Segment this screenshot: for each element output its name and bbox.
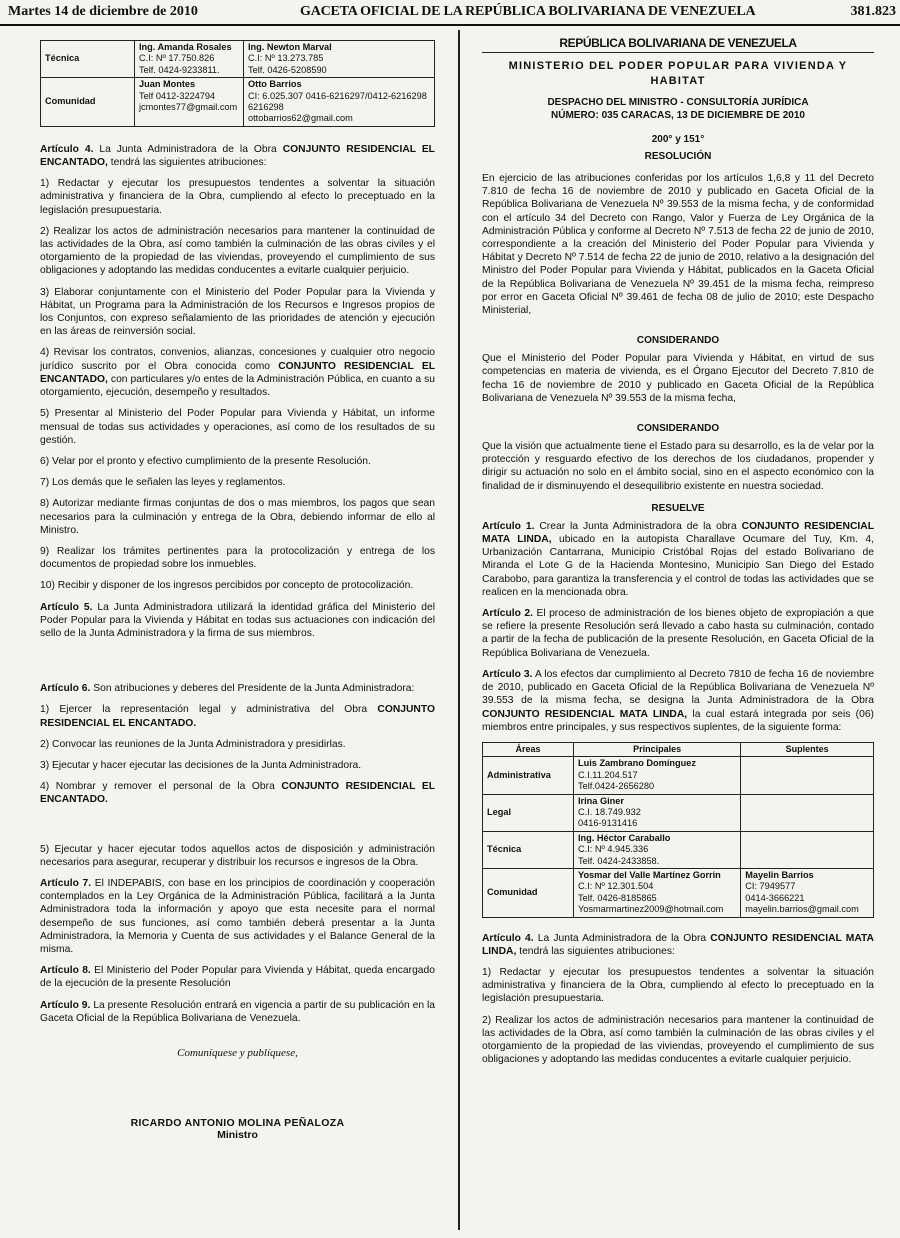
list-item: 10) Recibir y disponer de los ingresos percibidos por concepto de protocolización. — [40, 580, 414, 592]
member-detail: mayelin.barrios@gmail.com — [745, 904, 859, 915]
principal-cell — [135, 78, 244, 127]
table-row — [41, 78, 435, 127]
principal-cell — [135, 41, 244, 78]
member-name: Irina Giner — [578, 795, 624, 806]
article-2: Artículo 2. El proceso de administración de los bienes objeto de expropiación a que se refiere la presente Resolución será llevado a cabo hasta su culminación, contado a partir de la fecha de publicación de la presente Resolución, en Gaceta Oficial de la República Bolivariana de Venezuela. — [482, 608, 874, 659]
member-detail: C.I.11.204.517 — [578, 769, 638, 780]
resolution-intro: En ejercicio de las atribuciones conferidas por los artículos 1,6,8 y 11 del Decreto 7.810 de fecha 16 de noviembre de 2010 y publicado en Gaceta Oficial de la República Bolivariana de Venezuela Nº 39.553 de la misma fecha, y de conformidad con el artículo 34 del Decreto con Rango, Valor y Fuerza de Ley Orgánica de la Administración Pública y conforme al Decreto Nº 7.513 de fecha 22 de junio de 2010, correspondiente a la creación del Ministerio del Poder Popular para Vivienda y Hábitat y Decreto Nº 7.514 de fecha 22 de junio de 2010, relativo a la designación del Ministro del Poder Popular para Vivienda y Hábitat, publicados en la Gaceta Oficial de la República Bolivariana de Venezuela Nº 39.451 de la misma fecha, reimpreso por error en Gaceta Oficial Nº 39.461 de fecha 08 de julio de 2010; este Despacho Ministerial, — [482, 173, 874, 317]
article-9: Artículo 9. La presente Resolución entrará en vigencia a partir de su publicación en la Gaceta Oficial de la República Bolivariana de Venezuela. — [40, 999, 435, 1024]
closing-formula: Comuníquese y publíquese, — [177, 1047, 298, 1059]
article-4-mata-linda-items — [482, 966, 874, 1066]
list-item: 1) Redactar y ejecutar los presupuestos tendentes a solventar la situación administrativa y financiera de la Obra, cumpliendo al efecto lo preceptuado en la legislación presupuestaria. — [482, 967, 874, 1005]
member-detail: Telf. 0424-9233811. — [139, 64, 220, 75]
principal-cell — [574, 757, 741, 794]
member-detail: Telf.0424-2656280 — [578, 781, 655, 792]
member-detail: 0416-9131416 — [578, 818, 638, 829]
column-divider — [458, 30, 460, 1230]
member-name: Ing. Newton Marval — [248, 42, 332, 52]
right-column — [482, 30, 874, 1232]
article-5: Artículo 5. La Junta Administradora utilizará la identidad gráfica del Ministerio del Poder Popular para la Vivienda y Hábitat en todas sus actuaciones con indicación del sello de la Junta Administradora y la firma de sus miembros. — [40, 601, 435, 639]
article-7: Artículo 7. El INDEPABIS, con base en los principios de coordinación y cooperación contemplados en la Ley Orgánica de la Administración Pública, facilitará a la Junta Administradora toda la información y apoyo que esta necesite para el normal desempeño de sus funciones, así como también deberá presentar a la Junta Administradora, la Memoria y Cuenta de sus actividades y el Balance General de la misma. — [40, 877, 435, 955]
member-detail: C.I: Nº 4.945.336 — [578, 844, 649, 855]
article-6-item-5: 5) Ejecutar y hacer ejecutar todos aquellos actos de disposición y administración necesarios para asegurar, recuperar y distribuir los recursos e ingresos de la Obra. — [40, 843, 435, 868]
table-row — [483, 868, 874, 917]
area-cell: Legal — [483, 794, 574, 831]
list-item: 3) Elaborar conjuntamente con el Ministerio del Poder Popular para la Vivienda y Hábitat, un Programa para la Administración de los Recursos e Ingresos propios de los Conjuntos, con expreso señalamiento de las prioridades de atención y ejecución en las áreas de reinversión social. — [40, 286, 435, 338]
article-6-item-1: 1) Ejercer la representación legal y administrativa del Obra CONJUNTO RESIDENCIAL EL ENCANTADO. — [40, 704, 435, 729]
list-item: 5) Presentar al Ministerio del Poder Popular para Vivienda y Hábitat, un informe mensual de todas sus actividades y operaciones, así como de los resultados de su gestión. — [40, 408, 435, 446]
member-detail: Telf. 0426-5208590 — [248, 64, 327, 75]
member-detail: 0414-3666221 — [745, 892, 805, 903]
list-item: 1) Redactar y ejecutar los presupuestos tendentes a solventar la situación administrativa y financiera de la Obra, cumpliendo al efecto lo preceptuado en la legislación presupuestaria. — [40, 178, 435, 216]
principal-cell — [574, 868, 741, 917]
member-name: Yosmar del Valle Martínez Gorrin — [578, 869, 721, 880]
years: 200° y 151° — [651, 134, 705, 145]
list-item: 2) Convocar las reuniones de la Junta Administradora y presidirlas. — [40, 738, 346, 750]
member-name: Juan Montes — [139, 79, 196, 90]
member-detail: C.I: Nº 13.273.785 — [248, 53, 324, 64]
signer-title: Ministro — [217, 1129, 258, 1141]
member-detail: ottobarrios62@gmail.com — [248, 113, 353, 124]
header-date: Martes 14 de diciembre de 2010 — [8, 4, 198, 19]
article-6-items — [40, 738, 435, 772]
article-6-item-4: 4) Nombrar y remover el personal de la Obra CONJUNTO RESIDENCIAL EL ENCANTADO. — [40, 781, 435, 806]
list-item: 3) Ejecutar y hacer ejecutar las decisiones de la Junta Administradora. — [40, 759, 362, 771]
member-name: Otto Barrios — [248, 79, 302, 90]
header-page-number: 381.823 — [850, 4, 896, 19]
list-item: 8) Autorizar mediante firmas conjuntas de dos o mas miembros, los pagos que sean necesarios para la culminación y entrega de la Obra, debiendo informar de ello al Ministro. — [40, 498, 435, 536]
principal-cell — [574, 831, 741, 868]
table-row — [41, 41, 435, 78]
member-name: Ing. Amanda Rosales — [139, 42, 232, 52]
member-name: Mayelin Barrios — [745, 869, 814, 880]
considerando-2: Que la visión que actualmente tiene el Estado para su desarrollo, es la de velar por la protección y resguardo efectivo de los derechos de los ciudadanos, propender y dirigir su actuación no solo en el ámbito social, sino en el aspecto económico con la finalidad de ir disminuyendo el desequilibrio existente en nuestra sociedad. — [482, 441, 874, 492]
area-cell: Técnica — [483, 831, 574, 868]
list-item: 6) Velar por el pronto y efectivo cumplimiento de la presente Resolución. — [40, 455, 371, 467]
article-4-items-b — [40, 407, 435, 592]
member-detail: Telf. 0424-2433858. — [578, 855, 660, 866]
resuelve-heading: RESUELVE — [651, 502, 705, 514]
article-6: Artículo 6. Son atribuciones y deberes del Presidente de la Junta Administradora: — [40, 683, 415, 695]
area-cell: Comunidad — [483, 868, 574, 917]
suplente-cell — [741, 757, 874, 794]
list-item: 2) Realizar los actos de administración necesarios para mantener la continuidad de las actividades de la Obra, así como también la culminación de las obras civiles y el otorgamiento de la propiedad de las viviendas, proveyendo el cumplimiento de sus obligaciones y adoptando las medidas conducentes a evitarle cualquier perjuicio. — [40, 225, 435, 277]
article-8: Artículo 8. El Ministerio del Poder Popular para Vivienda y Hábitat, queda encargado de la ejecución de la presente Resolución — [40, 965, 435, 990]
area-cell: Administrativa — [483, 757, 574, 794]
col-header-areas: Áreas — [483, 742, 574, 756]
considerando-1-heading: CONSIDERANDO — [636, 335, 720, 347]
suplente-cell — [244, 41, 435, 78]
article-1: Artículo 1. Crear la Junta Administradora de la obra CONJUNTO RESIDENCIAL MATA LINDA, ubicado en la autopista Charallave Ocumare del Tuy, Km. 4, Urbanización Cantarrana, Municipio Cristóbal Rojas del estado Bolivariano de Miranda el Lote G de la Hacienda Montesino, Municipio San Diego del Estado Carabobo, para garantiza la transferencia y el control de todas las actividades que se realicen en la mencionada obra. — [482, 520, 874, 598]
list-item: 9) Realizar los trámites pertinentes para la protocolización y entrega de los documentos de propiedad sobre los inmuebles. — [40, 545, 435, 571]
col-header-suplentes: Suplentes — [741, 742, 874, 756]
table-row — [483, 831, 874, 868]
member-detail: Telf 0412-3224794 — [139, 90, 216, 101]
suplente-cell — [741, 794, 874, 831]
header-title: GACETA OFICIAL DE LA REPÚBLICA BOLIVARIANA DE VENEZUELA — [300, 4, 756, 19]
signature-block — [40, 1047, 435, 1141]
article-4-items — [40, 177, 435, 338]
page-header — [0, 0, 900, 26]
article-3: Artículo 3. A los efectos dar cumplimiento al Decreto 7810 de fecha 16 de noviembre de 2010, publicado en Gaceta Oficial de la República Bolivariana de Venezuela Nº 39.553 de la misma fecha, se designa la Junta Administradora de la Obra CONJUNTO RESIDENCIAL MATA LINDA, la cual estará integrada por seis (06) miembros entre principales, y sus respectivos suplentes, de la siguiente forma: — [482, 668, 874, 733]
principal-cell — [574, 794, 741, 831]
col-header-principales: Principales — [574, 742, 741, 756]
ministry-title: MINISTERIO DEL PODER POPULAR PARA VIVIENDA Y HABITAT — [508, 60, 848, 87]
list-item: 7) Los demás que le señalen las leyes y reglamentos. — [40, 477, 286, 489]
suplente-cell — [741, 868, 874, 917]
member-name: Luis Zambrano Domínguez — [578, 758, 696, 769]
area-cell: Técnica — [41, 41, 135, 78]
member-detail: jcmontes77@gmail.com — [139, 102, 238, 113]
resolucion-heading: RESOLUCIÓN — [644, 151, 712, 162]
member-detail: Telf. 0426-8185865 — [578, 892, 657, 903]
article-4-item-4: 4) Revisar los contratos, convenios, alianzas, concesiones y cualquier otro negocio jurídico suscrito por el Obra conocida como CONJUNTO RESIDENCIAL EL ENCANTADO, con particulares y/o entes de la Administración Pública, en cuanto a su otorgamiento, ejecución, desempeño y resultados. — [40, 347, 435, 399]
left-column — [40, 30, 435, 1232]
area-cell: Comunidad — [41, 78, 135, 127]
list-item: 2) Realizar los actos de administración necesarios para mantener la continuidad de las actividades de la Obra, así como también la culminación de las obras civiles y el otorgamiento de la propiedad de las viviendas, proveyendo el cumplimiento de sus obligaciones y adoptando las medidas conducentes a evitarle cualquier perjuicio. — [482, 1014, 874, 1066]
despacho-heading: DESPACHO DEL MINISTRO - CONSULTORÍA JURÍDICA NÚMERO: 035 CARACAS, 13 DE DICIEMBRE DE 2010 — [547, 97, 809, 121]
article-4-encantado: Artículo 4. La Junta Administradora de la Obra CONJUNTO RESIDENCIAL EL ENCANTADO, tendrá las siguientes atribuciones: — [40, 143, 435, 169]
table-row — [483, 757, 874, 794]
members-table-encantado — [40, 40, 435, 127]
suplente-cell — [244, 78, 435, 127]
article-4-mata-linda: Artículo 4. La Junta Administradora de la Obra CONJUNTO RESIDENCIAL MATA LINDA, tendrá las siguientes atribuciones: — [482, 932, 874, 957]
member-detail: CI: 7949577 — [745, 881, 796, 892]
member-detail: C.I: Nº 12.301.504 — [578, 881, 654, 892]
signer-name: RICARDO ANTONIO MOLINA PEÑALOZA — [130, 1117, 345, 1129]
considerando-1: Que el Ministerio del Poder Popular para Vivienda y Hábitat, en virtud de sus competencias en materia de vivienda, es el Órgano Ejecutor del Decreto 7.810 de fecha 16 de noviembre de 2010 y publicado en Gaceta Oficial de la República Bolivariana de Venezuela Nº 39.553 de la misma fecha, — [482, 353, 874, 404]
republic-title: REPÚBLICA BOLIVARIANA DE VENEZUELA — [559, 36, 797, 50]
member-detail: Yosmarmartinez2009@hotmail.com — [578, 904, 724, 915]
title-rule — [482, 52, 874, 53]
considerando-2-heading: CONSIDERANDO — [636, 423, 720, 435]
table-row — [483, 794, 874, 831]
member-detail: C.I: Nº 17.750.826 — [139, 53, 215, 64]
member-name: Ing. Héctor Caraballo — [578, 832, 671, 843]
member-detail: CI: 6.025.307 0416-6216297/0412-6216298 — [248, 90, 427, 101]
members-table-mata-linda — [482, 742, 874, 918]
member-detail: C.I. 18.749.932 — [578, 806, 641, 817]
suplente-cell — [741, 831, 874, 868]
member-detail: 6216298 — [248, 102, 284, 113]
